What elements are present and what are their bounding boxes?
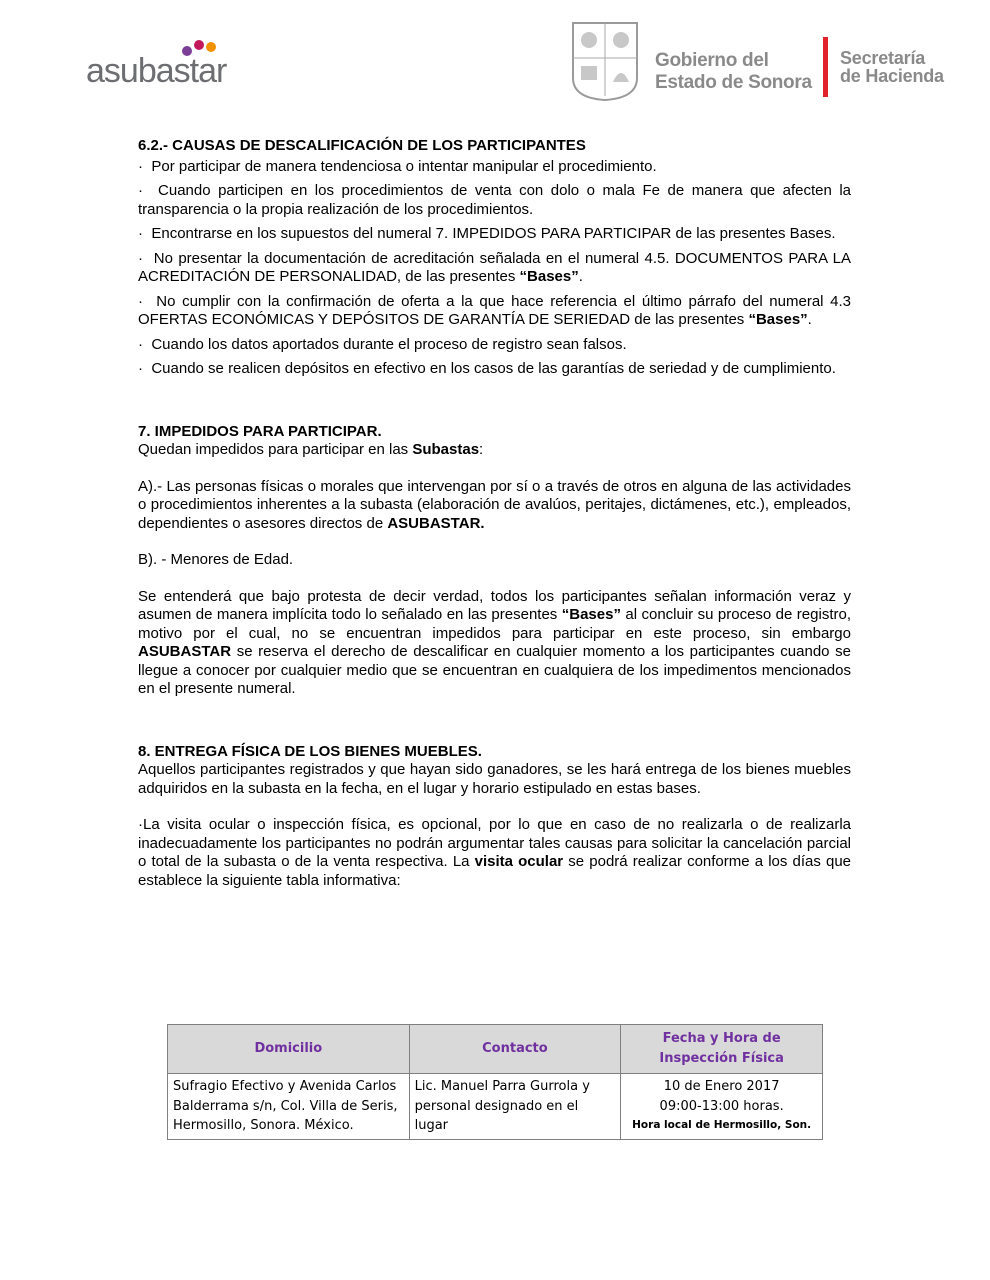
list-item-text: Cuando se realicen depósitos en efectivo en los casos de las garantías de seriedad y de cumplimiento. bbox=[151, 360, 836, 377]
paragraph-text: al concluir su proceso de registro, motivo por el cual, no se encuentran impedidos para participar en este proceso, sin embargo bbox=[138, 606, 851, 642]
asubastar-logo bbox=[86, 40, 246, 90]
bullet-icon: · bbox=[138, 292, 143, 310]
list-item-text: Encontrarse en los supuestos del numeral 7. IMPEDIDOS PARA PARTICIPAR de las presentes Bases. bbox=[151, 225, 836, 242]
entrega-paragraph: Aquellos participantes registrados y que hayan sido ganadores, se les hará entrega de los bienes muebles adquiridos en la subasta en la fecha, en el lugar y horario estipulado en estas bases. bbox=[138, 761, 851, 797]
gobierno-sonora-logo bbox=[655, 50, 812, 94]
header-domicilio: Domicilio bbox=[168, 1025, 410, 1074]
header-contacto: Contacto bbox=[409, 1025, 621, 1074]
list-item bbox=[138, 225, 851, 244]
list-item bbox=[138, 360, 851, 379]
bullet-icon: · bbox=[138, 157, 143, 175]
header-fecha: Fecha y Hora de Inspección Física bbox=[621, 1025, 823, 1074]
list-item bbox=[138, 293, 851, 330]
cell-contacto: Lic. Manuel Parra Gurrola y personal designado en el lugar bbox=[409, 1074, 621, 1140]
bullet-icon: · bbox=[138, 249, 143, 267]
logo-dot-icon bbox=[206, 42, 216, 52]
hacienda-line1: Secretaría bbox=[840, 48, 926, 68]
impedimento-a bbox=[138, 478, 851, 534]
secretaria-hacienda-logo bbox=[840, 49, 944, 85]
list-item bbox=[138, 158, 851, 177]
list-item-text: Cuando los datos aportados durante el proceso de registro sean falsos. bbox=[151, 335, 627, 353]
inspection-table bbox=[167, 1024, 823, 1140]
list-item-text: No cumplir con la confirmación de oferta a la que hace referencia el último párrafo del numeral 4.3 OFERTAS ECONÓMICAS Y DEPÓSITOS DE GARANTÍA DE SERIEDAD de las presentes bbox=[138, 292, 851, 328]
cell-domicilio: Sufragio Efectivo y Avenida Carlos Balderrama s/n, Col. Villa de Seris, Hermosillo, Sonora. México. bbox=[168, 1074, 410, 1140]
gov-line1: Gobierno del bbox=[655, 50, 769, 71]
section-7-intro bbox=[138, 441, 851, 460]
hacienda-line2: de Hacienda bbox=[840, 66, 944, 86]
bullet-icon: · bbox=[138, 360, 143, 377]
section-8-title: 8. ENTREGA FÍSICA DE LOS BIENES MUEBLES. bbox=[138, 742, 482, 760]
asubastar-logo-text: asubastar bbox=[86, 52, 227, 90]
bullet-icon: · bbox=[138, 182, 143, 199]
divider-bar bbox=[823, 37, 828, 97]
paragraph-text: A).- Las personas físicas o morales que intervengan por sí o a través de otros en alguna de las actividades o procedimientos inherentes a la subasta (elaboración de avalúos, peritajes, dictámenes, etc.), empleados, dependientes o asesores directos de bbox=[138, 477, 851, 532]
bases-bold: “Bases” bbox=[561, 606, 621, 623]
sonora-seal-icon bbox=[569, 20, 641, 104]
asubastar-bold: ASUBASTAR bbox=[138, 643, 232, 660]
list-item bbox=[138, 250, 851, 287]
asubastar-bold: ASUBASTAR. bbox=[387, 514, 485, 532]
list-item-text: . bbox=[807, 311, 812, 328]
paragraph-text: Se entenderá que bajo protesta de decir verdad, todos los participantes señalan información veraz y asumen de manera implícita todo lo señalado en las presentes bbox=[138, 587, 851, 623]
visita-ocular-bold: visita ocular bbox=[474, 853, 564, 870]
impedimento-b: B). - Menores de Edad. bbox=[138, 551, 294, 568]
section-62-title: 6.2.- CAUSAS DE DESCALIFICACIÓN DE LOS PARTICIPANTES bbox=[138, 137, 586, 154]
list-item bbox=[138, 336, 851, 355]
protesta-paragraph bbox=[138, 588, 851, 699]
logo-dot-icon bbox=[194, 40, 204, 50]
cell-fecha bbox=[621, 1074, 823, 1140]
visita-ocular-paragraph bbox=[138, 816, 851, 890]
list-item-text: Cuando participen en los procedimientos de venta con dolo o mala Fe de manera que afecten la transparencia o la propia realización de los procedimientos. bbox=[138, 182, 851, 218]
fecha-text: 10 de Enero 2017 bbox=[663, 1079, 780, 1094]
bases-bold: “Bases” bbox=[748, 311, 808, 328]
intro-text: Quedan impedidos para participar en las bbox=[138, 441, 413, 458]
bases-bold: “Bases” bbox=[519, 268, 579, 285]
hora-local-note: Hora local de Hermosillo, Son. bbox=[632, 1119, 812, 1131]
document-body bbox=[138, 137, 851, 890]
paragraph-text: se podrá realizar conforme a los días que establece la siguiente tabla informativa: bbox=[138, 853, 852, 889]
bullet-icon: · bbox=[138, 335, 143, 353]
bullet-icon: · bbox=[138, 225, 143, 242]
table-row bbox=[168, 1074, 823, 1140]
list-item bbox=[138, 182, 851, 219]
list-item-text: . bbox=[578, 268, 583, 285]
hora-text: 09:00-13:00 horas. bbox=[659, 1098, 784, 1114]
list-item-text: Por participar de manera tendenciosa o intentar manipular el procedimiento. bbox=[151, 157, 657, 175]
subastas-bold: Subastas bbox=[412, 441, 480, 458]
paragraph-text: La visita ocular o inspección física, es opcional, por lo que en caso de no realizarla o de realizarla inadecuadamente los participantes no podrán argumentar tales causas para solicitar la cancelación parcial o total de la subasta o de la venta respectiva. La bbox=[138, 816, 851, 870]
section-7-title: 7. IMPEDIDOS PARA PARTICIPAR. bbox=[138, 422, 382, 440]
paragraph-text: se reserva el derecho de descalificar en cualquier momento a los participantes cuando se llegue a conocer por cualquier medio que se encuentran en cualquiera de los impedimentos mencionados en el presente numeral. bbox=[138, 643, 851, 697]
intro-text: : bbox=[479, 441, 484, 458]
table-header-row bbox=[168, 1025, 823, 1074]
list-item-text: No presentar la documentación de acreditación señalada en el numeral 4.5. DOCUMENTOS PARA LA ACREDITACIÓN DE PERSONALIDAD, de las presentes bbox=[138, 249, 851, 285]
bullet-icon: · bbox=[138, 816, 143, 833]
gov-line2: Estado de Sonora bbox=[655, 72, 812, 93]
